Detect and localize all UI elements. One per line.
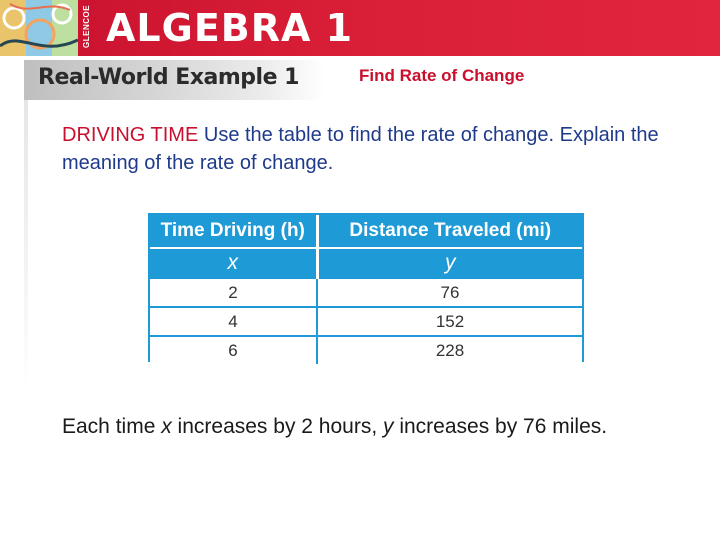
publisher-vertical-text: GLENCOE <box>82 4 91 48</box>
answer-var-x: x <box>161 415 172 438</box>
problem-prompt <box>62 121 702 177</box>
table-row <box>150 278 582 307</box>
example-label: Real-World Example 1 <box>38 65 299 90</box>
answer-part3: increases by 76 miles. <box>393 415 608 438</box>
answer-var-y: y <box>383 415 394 438</box>
answer-part2: increases by 2 hours, <box>171 415 383 438</box>
table-variable-y: y <box>317 248 582 278</box>
table-header-distance: Distance Traveled (mi) <box>317 215 582 248</box>
data-table-frame <box>148 213 584 362</box>
table-cell-time: 4 <box>150 307 317 336</box>
table-cell-distance: 152 <box>317 307 582 336</box>
table-cell-distance: 228 <box>317 336 582 364</box>
table-row <box>150 336 582 364</box>
answer-text <box>62 415 607 439</box>
page-title: ALGEBRA 1 <box>106 6 354 50</box>
table-header-time: Time Driving (h) <box>150 215 317 248</box>
prompt-text: Use the table to find the rate of change. Explain the meaning of the rate of change. <box>62 124 659 174</box>
header-band <box>0 0 720 56</box>
data-table <box>150 215 582 364</box>
table-cell-distance: 76 <box>317 278 582 307</box>
table-cell-time: 2 <box>150 278 317 307</box>
table-variable-x: x <box>150 248 317 278</box>
table-variable-row <box>150 248 582 278</box>
answer-part1: Each time <box>62 415 162 438</box>
prompt-lead: DRIVING TIME <box>62 124 199 146</box>
table-header-row <box>150 215 582 248</box>
table-row <box>150 307 582 336</box>
table-cell-time: 6 <box>150 336 317 364</box>
left-accent-bar <box>24 100 28 390</box>
example-subtitle: Find Rate of Change <box>359 66 525 85</box>
decorative-swirl-art-icon <box>0 0 78 56</box>
